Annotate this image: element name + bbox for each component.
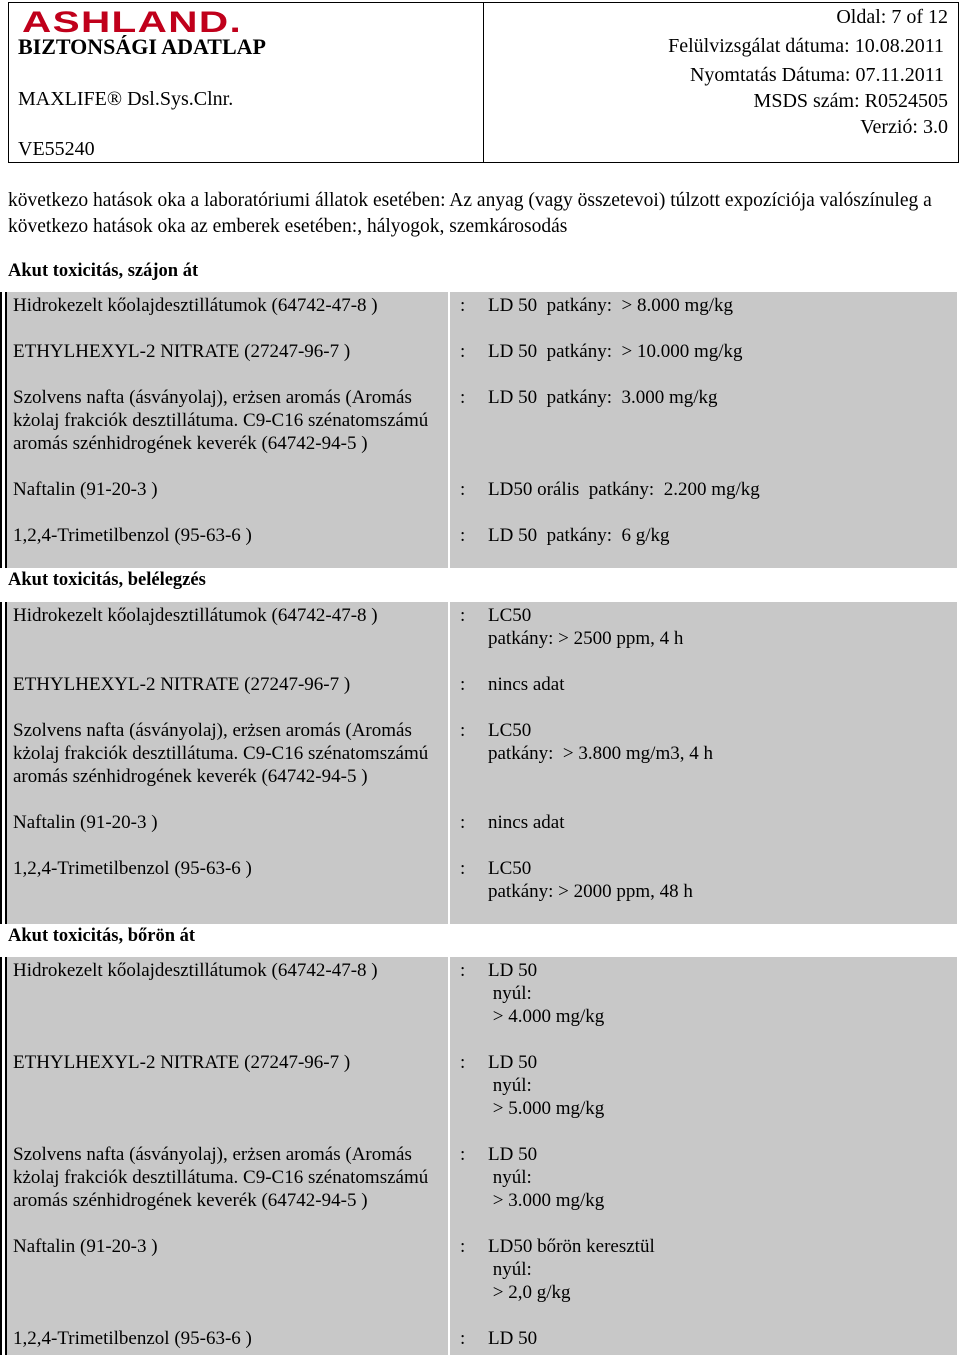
table-row [7,522,957,568]
colon: : [460,295,466,316]
substance-name: Szolvens nafta (ásványolaj), erżsen aromás (Aromás kżolaj frakciók desztillátuma. C9-C16 szénatomszámú aromás szénhidrogének keverék (64742-94-5 ) [13,1144,429,1211]
revision-date: Felülvizsgálat dátuma: 10.08.2011 [668,35,944,57]
table-row [7,338,957,384]
colon: : [460,341,466,362]
table-row [7,809,957,855]
table-row [7,855,957,924]
table-row [7,1325,957,1355]
substance-name: Hidrokezelt kőolajdesztillátumok (64742-47-8 ) [13,960,378,981]
substance-name: 1,2,4-Trimetilbenzol (95-63-6 ) [13,858,252,879]
toxicity-value: LC50 patkány: > 2500 ppm, 4 h [488,605,684,649]
dermal-toxicity-table [0,957,957,1355]
table-row [7,957,957,1049]
colon: : [460,674,466,695]
colon: : [460,720,466,741]
table-left-bar [0,292,7,568]
section-title-inhalation: Akut toxicitás, belélegzés [8,570,206,590]
colon: : [460,858,466,879]
toxicity-value: LD 50 nyúl: > 4.000 mg/kg [488,960,605,1027]
toxicity-value: LD50 bőrön keresztül nyúl: > 2,0 g/kg [488,1236,655,1303]
toxicity-value: LD 50 [488,1328,538,1349]
colon: : [460,479,466,500]
table-row [7,292,957,338]
toxicity-value: LD 50 patkány: 6 g/kg [488,525,670,546]
section-title-oral: Akut toxicitás, szájon át [8,261,199,281]
table-row [7,384,957,476]
colon: : [460,1236,466,1257]
intro-paragraph: következo hatások oka a laboratóriumi állatok esetében: Az anyag (vagy összetevoi) túlzott expozíciója valószínuleg a következo hatások oka az emberek esetében:, hályogok, szemkárosodás [8,190,932,237]
substance-name: Naftalin (91-20-3 ) [13,812,158,833]
substance-name: 1,2,4-Trimetilbenzol (95-63-6 ) [13,525,252,546]
toxicity-value: LD 50 nyúl: > 3.000 mg/kg [488,1144,605,1211]
toxicity-value: LD 50 patkány: 3.000 mg/kg [488,387,718,408]
toxicity-value: LC50 patkány: > 3.800 mg/m3, 4 h [488,720,713,764]
product-name: MAXLIFE® Dsl.Sys.Clnr. [18,88,234,110]
toxicity-value: nincs adat [488,812,565,833]
colon: : [460,812,466,833]
substance-name: ETHYLHEXYL-2 NITRATE (27247-96-7 ) [13,674,351,695]
table-row [7,1233,957,1325]
colon: : [460,525,466,546]
substance-name: Naftalin (91-20-3 ) [13,479,158,500]
table-row [7,671,957,717]
toxicity-value: LD 50 nyúl: > 5.000 mg/kg [488,1052,605,1119]
substance-name: ETHYLHEXYL-2 NITRATE (27247-96-7 ) [13,341,351,362]
substance-name: Naftalin (91-20-3 ) [13,1236,158,1257]
toxicity-value: LD50 orális patkány: 2.200 mg/kg [488,479,760,500]
colon: : [460,1052,466,1073]
colon: : [460,387,466,408]
table-left-bar [0,957,7,1355]
msds-number: MSDS szám: R0524505 [753,90,948,112]
version: Verzió: 3.0 [860,116,948,138]
document-header [8,2,958,162]
substance-name: Hidrokezelt kőolajdesztillátumok (64742-47-8 ) [13,605,378,626]
toxicity-value: nincs adat [488,674,565,695]
colon: : [460,605,466,626]
print-date: Nyomtatás Dátuma: 07.11.2011 [689,64,944,86]
table-row [7,1141,957,1233]
inhalation-toxicity-table [0,602,957,924]
ashland-logo: ASHLAND. [22,6,243,39]
header-divider [483,2,484,162]
substance-name: Hidrokezelt kőolajdesztillátumok (64742-47-8 ) [13,295,378,316]
substance-name: Szolvens nafta (ásványolaj), erżsen aromás (Aromás kżolaj frakciók desztillátuma. C9-C16 szénatomszámú aromás szénhidrogének keverék (64742-94-5 ) [13,720,429,787]
doc-title: BIZTONSÁGI ADATLAP [18,34,266,59]
page-number: Oldal: 7 of 12 [836,6,948,28]
colon: : [460,1144,466,1165]
section-title-dermal: Akut toxicitás, bőrön át [8,926,196,946]
substance-name: Szolvens nafta (ásványolaj), erżsen aromás (Aromás kżolaj frakciók desztillátuma. C9-C16 szénatomszámú aromás szénhidrogének keverék (64742-94-5 ) [13,387,429,454]
substance-name: ETHYLHEXYL-2 NITRATE (27247-96-7 ) [13,1052,351,1073]
toxicity-value: LC50 patkány: > 2000 ppm, 48 h [488,858,693,902]
table-row [7,476,957,522]
product-code: VE55240 [18,138,95,160]
table-row [7,1049,957,1141]
colon: : [460,960,466,981]
toxicity-value: LD 50 patkány: > 8.000 mg/kg [488,295,734,316]
table-left-bar [0,602,7,924]
table-row [7,602,957,671]
toxicity-value: LD 50 patkány: > 10.000 mg/kg [488,341,743,362]
substance-name: 1,2,4-Trimetilbenzol (95-63-6 ) [13,1328,252,1349]
table-row [7,717,957,809]
oral-toxicity-table [0,292,957,568]
colon: : [460,1328,466,1349]
